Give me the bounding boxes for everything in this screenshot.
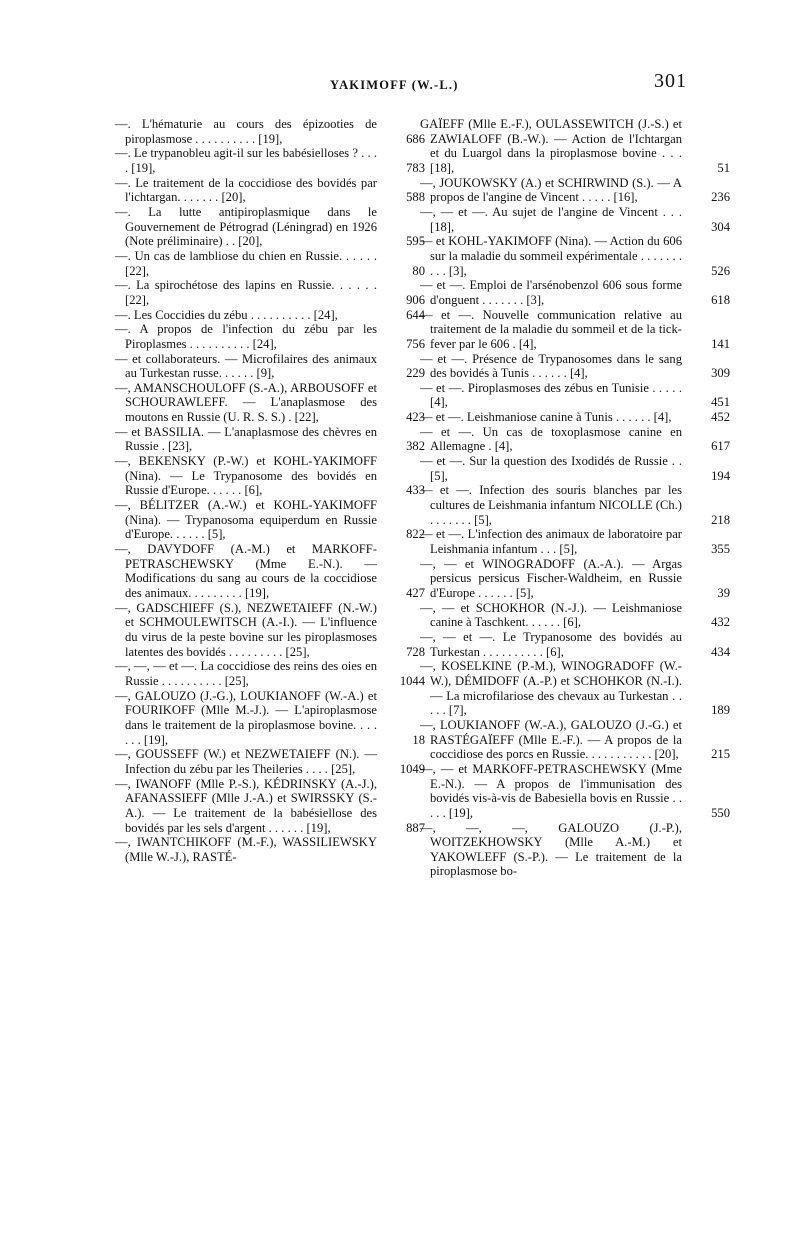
index-entry [420,659,730,718]
entry-text: — et —. Piroplasmoses des zébus en Tunisie . . . . . [4], [420,380,682,410]
index-entry [420,557,730,601]
entry-page-number: 1044 [399,673,425,688]
index-entry [115,498,425,542]
entry-text: — et —. Un cas de toxoplasmose canine en Allemagne . [4], [420,424,682,454]
entry-page-number: 686 [406,131,425,146]
entry-text: —, — et —. Au sujet de l'angine de Vincent . . . [18], [420,204,682,234]
entry-text: —, LOUKIANOFF (W.-A.), GALOUZO (J.-G.) et RASTÉGAÏEFF (Mlle E.-F.). — A propos de la coccidiose des porcs en Russie. . . . . . . . . . . [20], [420,717,682,762]
index-entry [420,234,730,278]
index-entry [420,176,730,205]
entry-page-number: 218 [711,512,730,527]
index-entry [420,527,730,556]
entry-page-number: 51 [717,160,730,175]
entry-page-number: 550 [711,805,730,820]
index-entry [420,381,730,410]
entry-text: —, GOUSSEFF (W.) et NEZWETAIEFF (N.). — Infection du zébu par les Theileries . . . . [25], [115,747,377,776]
entry-page-number: 432 [711,615,730,630]
index-entry [420,352,730,381]
entry-page-number: 728 [406,644,425,659]
entry-text: —. Les Coccidies du zébu . . . . . . . . . . [24], [115,307,338,322]
entry-text: — et —. L'infection des animaux de laboratoire par Leishmania infantum . . . [5], [420,527,682,557]
entry-text: —. Le trypanobleu agit-il sur les babésielloses ? . . . . [19], [115,146,377,175]
entry-page-number: 617 [711,439,730,454]
index-entry [115,454,425,498]
entry-page-number: 756 [406,336,425,351]
entry-text: — et —. Leishmaniose canine à Tunis . . . . . . [4], [420,410,672,425]
entry-text: —, —, —, GALOUZO (J.-P.), WOITZEKHOWSKY (Mlle A.-M.) et YAKOWLEFF (S.-P.). — Le traitement de la piroplasmose bo- [420,820,682,879]
entry-text: —, BEKENSKY (P.-W.) et KOHL-YAKIMOFF (Nina). — Le Trypanosome des bovidés en Russie d'Europe. . . . . . [6], [115,454,377,498]
entry-page-number: 18 [412,732,425,747]
entry-page-number: 644 [406,307,425,322]
index-entry [420,762,730,821]
entry-text: —, IWANTCHIKOFF (M.-F.), WASSILIEWSKY (Mlle W.-J.), RASTÉ- [115,835,377,864]
index-entry [115,777,425,836]
entry-page-number: 887 [406,820,425,835]
index-entry [115,425,425,454]
entry-page-number: 189 [711,703,730,718]
entry-text: —, DAVYDOFF (A.-M.) et MARKOFF-PETRASCHEWSKY (Mme E.-N.). — Modifications du sang au cours de la coccidiose des animaux. . . . . . . . . [19], [115,542,377,600]
index-entry [115,322,425,351]
entry-page-number: 433 [406,483,425,498]
entry-page-number: 423 [406,410,425,425]
entry-page-number: 141 [711,336,730,351]
entry-page-number: 588 [406,190,425,205]
entry-text: —, GALOUZO (J.-G.), LOUKIANOFF (W.-A.) et FOURIKOFF (Mlle M.-J.). — L'apiroplasmose dans le traitement de la piroplasmose bovine. . . . . . . [19], [115,688,377,747]
index-entry [115,747,425,776]
entry-text: — et —. Nouvelle communication relative au traitement de la maladie du sommeil et de la tick-fever par le 606 . [4], [420,307,682,351]
entry-text: — et —. Sur la question des Ixodidés de Russie . . [5], [420,454,682,483]
index-entry [115,205,425,249]
entry-text: —. Le traitement de la coccidiose des bovidés par l'ichtargan. . . . . . . [20], [115,175,377,205]
right-column [420,117,730,879]
left-column [115,117,425,864]
index-entry [420,425,730,454]
entry-text: — et collaborateurs. — Microfilaires des animaux au Turkestan russe. . . . . . [9], [115,351,377,381]
index-entry [115,176,425,205]
entry-page-number: 355 [711,542,730,557]
index-entry [115,659,425,688]
entry-page-number: 783 [406,160,425,175]
index-entry [115,542,425,601]
index-entry [420,454,730,483]
index-entry [115,249,425,278]
entry-page-number: 427 [406,586,425,600]
entry-text: —, — et —. Le Trypanosome des bovidés au Turkestan . . . . . . . . . . [6], [420,629,682,659]
index-entry [420,601,730,630]
entry-page-number: 526 [711,263,730,278]
entry-text: —. A propos de l'infection du zébu par les Piroplasmes . . . . . . . . . . [24], [115,322,377,351]
entry-text: —, — et WINOGRADOFF (A.-A.). — Argas persicus persicus Fischer-Waldheim, en Russie d'Europe . . . . . . [5], [420,556,682,600]
entry-page-number: 39 [717,586,730,600]
index-entry [420,630,730,659]
entry-page-number: 304 [711,219,730,234]
index-entry [115,689,425,748]
entry-page-number: 229 [406,366,425,381]
entry-page-number: 434 [711,644,730,659]
entry-text: —, JOUKOWSKY (A.) et SCHIRWIND (S.). — A propos de l'angine de Vincent . . . . . [16], [420,175,682,205]
entry-page-number: 194 [711,468,730,483]
entry-page-number: 595 [406,234,425,249]
entry-text: —, — et MARKOFF-PETRASCHEWSKY (Mme E.-N.). — A propos de l'immunisation des bovidés vis-à-vis de Babesiella bovis en Russie . . . . . [19], [420,761,682,820]
entry-text: — et BASSILIA. — L'anaplasmose des chèvres en Russie . [23], [115,424,377,454]
entry-text: GAÏEFF (Mlle E.-F.), OULASSEWITCH (J.-S.) et ZAWIALOFF (B.-W.). — Action de l'Ichtargan et du Luargol dans la piroplasmose bovine . . . [18], [420,117,682,175]
index-entry [115,117,425,146]
entry-page-number: 618 [711,292,730,307]
entry-page-number: 822 [406,527,425,542]
entry-text: —, —, — et —. La coccidiose des reins des oies en Russie . . . . . . . . . . [25], [115,659,377,688]
entry-text: —, GADSCHIEFF (S.), NEZWETAIEFF (N.-W.) et SCHMOULEWITSCH (A.-I.). — L'influence du virus de la peste bovine sur les piroplasmoses latentes des bovidés . . . . . . . . . [25], [115,600,377,659]
entry-text: — et —. Emploi de l'arsénobenzol 606 sous forme d'onguent . . . . . . . [3], [420,278,682,307]
entry-page-number: 80 [412,263,425,278]
index-entry [420,117,730,176]
entry-text: —, BÉLITZER (A.-W.) et KOHL-YAKIMOFF (Nina). — Trypanosoma equiperdum en Russie d'Europe. . . . . . [5], [115,498,377,542]
index-entry [115,352,425,381]
index-entry [115,601,425,660]
index-entry [420,718,730,762]
entry-text: —, AMANSCHOULOFF (S.-A.), ARBOUSOFF et SCHOURAWLEFF. — L'anaplasmose des moutons en Russie (U. R. S. S.) . [22], [115,380,377,425]
entry-page-number: 452 [711,410,730,425]
entry-text: —, IWANOFF (Mlle P.-S.), KÉDRINSKY (A.-J.), AFANASSIEFF (Mlle J.-A.) et SWIRSSKY (S.-A.). — Le traitement de la babésiellose des bovidés par les sels d'argent . . . . . . [19], [115,776,377,835]
entry-page-number: 1049 [399,761,425,776]
entry-page-number: 382 [406,439,425,454]
index-entry [115,146,425,175]
entry-text: —. La spirochétose des lapins en Russie. . . . . . [22], [115,278,377,307]
index-entry [115,308,425,323]
entry-page-number: 451 [711,395,730,410]
entry-text: — et —. Infection des souris blanches par les cultures de Leishmania infantum NICOLLE (Ch.) . . . . . . . [5], [420,483,682,527]
entry-text: —, KOSELKINE (P.-M.), WINOGRADOFF (W.-W.), DÉMIDOFF (A.-P.) et SCHOHKOR (N.-I.). — La microfilariose des chevaux au Turkestan . . . . . [7], [420,659,682,718]
index-entry [420,410,730,425]
index-entry [420,308,730,352]
entry-page-number: 906 [406,292,425,307]
index-entry [115,381,425,425]
entry-text: —. La lutte antipiroplasmique dans le Gouvernement de Pétrograd (Léningrad) en 1926 (Note préliminaire) . . [20], [115,204,377,249]
entry-text: —. Un cas de lambliose du chien en Russie. . . . . . [22], [115,248,377,278]
index-entry [115,835,425,864]
entry-text: —, — et SCHOKHOR (N.-J.). — Leishmaniose canine à Taschkent. . . . . . [6], [420,600,682,630]
index-entry [420,483,730,527]
entry-page-number: 215 [711,747,730,762]
entry-page-number: 309 [711,366,730,381]
page-header [0,70,800,104]
entry-text: —. L'hématurie au cours des épizooties de piroplasmose . . . . . . . . . . [19], [115,117,377,146]
index-entry [420,278,730,307]
index-entry [420,205,730,234]
running-head: YAKIMOFF (W.-L.) [330,78,459,92]
index-entry [420,821,730,880]
entry-page-number: 236 [711,190,730,205]
page-number: 301 [654,70,687,92]
entry-text: — et KOHL-YAKIMOFF (Nina). — Action du 606 sur la maladie du sommeil expérimentale . . . . . . . . . . [3], [420,234,682,278]
entry-text: — et —. Présence de Trypanosomes dans le sang des bovidés à Tunis . . . . . . [4], [420,351,682,381]
index-entry [115,278,425,307]
